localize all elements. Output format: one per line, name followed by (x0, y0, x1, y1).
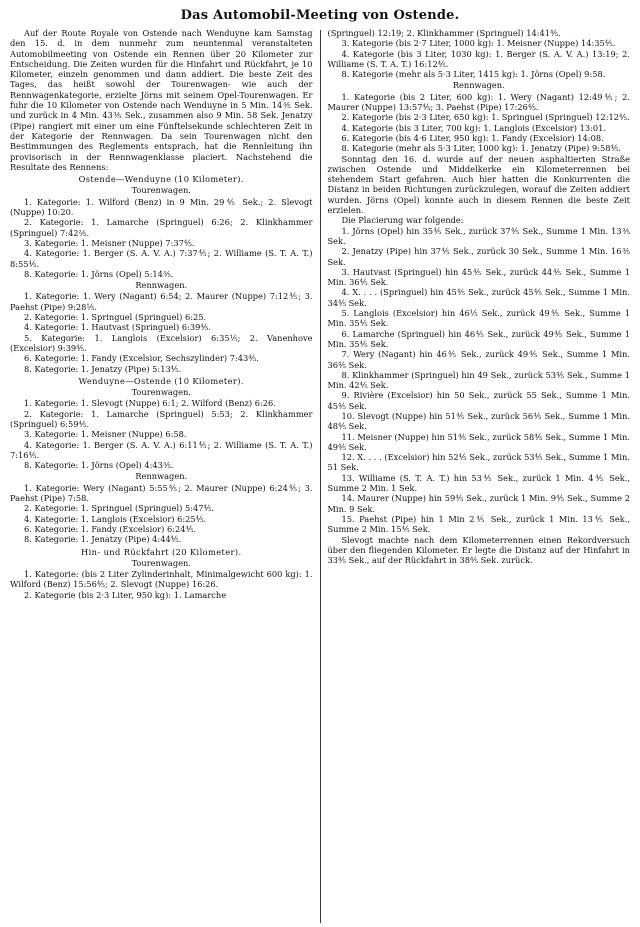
placing-line: 9. Rivière (Excelsior) hin 50 Sek., zurück 55 Sek., Summe 1 Min. 45⅘ Sek. (327, 390, 630, 411)
placing-line: 12. X. . . . (Excelsior) hin 52⅘ Sek., zurück 53⅘ Sek., Summe 1 Min. 51 Sek. (327, 452, 630, 473)
section1-renn-subheading: Rennwagen. (135, 280, 188, 291)
result-line: 3. Kategorie (bis 2·7 Liter, 1000 kg): 1. Meisner (Nuppe) 14:35⅘. (341, 38, 616, 49)
closing-paragraph: Slevogt machte nach dem Kilometerrennen einen Rekordversuch über den fliegenden Kilometer. Er legte die Distanz auf der Hinfahrt in 33⅘ Sek., auf der Rückfahrt in 38⅘ Sek. zurück. (327, 534, 630, 566)
placing-line: 14. Maurer (Nuppe) hin 59⅘ Sek., zurück 1 Min. 9⅘ Sek., Summe 2 Min. 9 Sek. (327, 493, 630, 514)
result-line: 8. Kategorie (mehr als 5·3 Liter, 1000 kg): 1. Jenatzy (Pipe) 9:58⅘. (341, 143, 622, 154)
result-line: 6. Kategorie: 1. Fandy (Excelsior, Sechszylinder) 7:43⅘. (24, 353, 259, 364)
result-line: 8. Kategorie: 1. Jörns (Opel) 5:14⅗. (24, 268, 174, 279)
placing-intro: Die Placierung war folgende: (341, 215, 464, 226)
section-hin-rueckfahrt-heading: Hin- und Rückfahrt (20 Kilometer). (81, 546, 242, 557)
result-line: 8. Kategorie: 1. Jörns (Opel) 4:43⅗. (24, 460, 174, 471)
result-line: 1. Kategorie: 1. Wery (Nagant) 6:54; 2. Maurer (Nuppe) 7:12⅘; 3. Paehst (Pipe) 9:28⅕. (10, 291, 313, 312)
result-line: 2. Kategorie: 1. Lamarche (Springuel) 6:26; 2. Klinkhammer (Springuel) 7:42⅖. (10, 217, 313, 238)
placing-line: 15. Paehst (Pipe) hin 1 Min 2⅘ Sek., zurück 1 Min. 13⅘ Sek., Summe 2 Min. 15⅘ Sek. (327, 513, 630, 535)
section3-touren-subheading: Tourenwagen. (131, 557, 191, 568)
result-line: 4. Kategorie: 1. Berger (S. A. V. A.) 7:37⅘; 2. Williame (S. T. A. T.) 8:55⅘. (10, 248, 313, 269)
intro-paragraph: Auf der Route Royale von Ostende nach Wenduyne kam Samstag den 15. d. in dem nunmehr zum neuntenmal veranstalteten Automobilmeeting von Ostende ein Rennen über 20 Kilometer zur Entscheidung. Die Zeiten wurden für die Hinfahrt und Rückfahrt, je 10 Kilometer, einzeln genommen und dann addiert. Die beste Zeit des Tages, das heißt sowohl der Tourenwagen- wie auch der Rennwagenkategorie, erzielte Jörns mit seinem Opel-Tourenwagen. Er fuhr die 10 Kilometer von Ostende nach Wenduyne in 5 Min. 14⅗ Sek. und zurück in 4 Min. 43⅗ Sek., zusammen also 9 Min. 58 Sek. Jenatzy (Pipe) rangiert mit einer um eine Fünftelsekunde schlechteren Zeit in der Kategorie der Rennwagen. Da sein Tourenwagen nicht den Bestimmungen des Reglements entsprach, hat die Rennleitung ihn provisorisch in der Rennwagenklasse placiert. Nachstehend die Resultate des Rennens: (10, 28, 313, 172)
placing-line: 3. Hautvast (Springuel) hin 45⅘ Sek., zurück 44⅘ Sek., Summe 1 Min. 36⅘ Sek. (327, 266, 630, 288)
section-ostende-wenduyne-heading: Ostende—Wenduyne (10 Kilometer). (78, 174, 244, 185)
placing-line: 1. Jörns (Opel) hin 35⅘ Sek., zurück 37⅘ Sek., Summe 1 Min. 13⅗ Sek. (327, 225, 630, 246)
left-column (10, 28, 320, 923)
result-line: 2. Kategorie: 1. Springuel (Springuel) 5:47⅘. (24, 503, 215, 514)
result-line: 8. Kategorie (mehr als 5·3 Liter, 1415 kg): 1. Jörns (Opel) 9:58. (341, 69, 606, 80)
article-columns (10, 28, 630, 923)
placing-line: 10. Slevogt (Nuppe) hin 51⅘ Sek., zurück 56⅘ Sek., Summe 1 Min. 48⅘ Sek. (327, 410, 630, 432)
placing-line: 5. Langlois (Excelsior) hin 46⅕ Sek., zurück 49⅘ Sek., Summe 1 Min. 35⅘ Sek. (327, 308, 630, 329)
section2-touren-subheading: Tourenwagen. (131, 387, 191, 398)
placing-line: 11. Meisner (Nuppe) hin 51⅘ Sek., zurück 58⅘ Sek., Summe 1 Min. 49⅘ Sek. (327, 431, 630, 452)
result-line: 2. Kategorie (bis 2·3 Liter, 950 kg): 1. Lamarche (24, 589, 227, 600)
result-line: 4. Kategorie (bis 3 Liter, 700 kg): 1. Langlois (Excelsior) 13:01. (341, 122, 606, 133)
placing-line: 8. Klinkhammer (Springuel) hin 49 Sek., zurück 53⅘ Sek., Summe 1 Min. 42⅘ Sek. (327, 369, 630, 391)
article-title: Das Automobil-Meeting von Ostende. (180, 8, 460, 23)
result-line: 3. Kategorie: 1. Meisner (Nuppe) 7:37⅘. (24, 237, 195, 248)
placing-line: 13. Williame (S. T. A. T.) hin 53⅘ Sek., zurück 1 Min. 4⅘ Sek., Summe 2 Min. 1 Sek. (327, 472, 630, 494)
result-line-continued: (Springuel) 12:19; 2. Klinkhammer (Springuel) 14:41⅘. (327, 28, 561, 38)
result-line: 1. Kategorie (bis 2 Liter, 600 kg): 1. Wery (Nagant) 12:49⅘; 2. Maurer (Nuppe) 13:57⅘; 3. Paehst (Pipe) 17:26⅘. (327, 91, 630, 113)
result-line: 3. Kategorie: 1. Meisner (Nuppe) 6:58. (24, 429, 187, 440)
result-line: 4. Kategorie: 1. Langlois (Excelsior) 6:25⅘. (24, 513, 207, 524)
result-line: 1. Kategorie: 1. Wilford (Benz) in 9 Min. 29⅘ Sek.; 2. Slevogt (Nuppe) 10:20. (10, 196, 313, 218)
result-line: 8. Kategorie: 1. Jenatzy (Pipe) 5:13⅘. (24, 363, 182, 374)
right-column (320, 28, 630, 923)
result-line: 4. Kategorie: 1. Hautvast (Springuel) 6:39⅘. (24, 322, 212, 333)
result-line: 2. Kategorie: 1. Springuel (Springuel) 6:25. (24, 312, 207, 323)
result-line: 2. Kategorie (bis 2·3 Liter, 650 kg): 1. Springuel (Springuel) 12:12⅘. (341, 112, 630, 123)
result-line: 1. Kategorie: 1. Slevogt (Nuppe) 6:1; 2. Wilford (Benz) 6:26. (24, 398, 276, 409)
result-line: 5. Kategorie: 1. Langlois (Excelsior) 6:35⅕; 2. Vanenhove (Excelsior) 9:39⅘. (10, 332, 313, 353)
sunday-race-paragraph: Sonntag den 16. d. wurde auf der neuen asphaltierten Straße zwischen Ostende und Middelkerke ein Kilometerrennen bei stehendem Start gefahren. Auch hier hatten die Konkurrenten die Distanz in beiden Richtungen zurückzulegen, worauf die Zeiten addiert wurden. Jörns (Opel) konnte auch in diesem Rennen die beste Zeit erzielen. (327, 153, 630, 216)
section-wenduyne-ostende-heading: Wenduyne—Ostende (10 Kilometer). (78, 375, 244, 386)
result-line: 6. Kategorie (bis 4·6 Liter, 950 kg): 1. Fandy (Excelsior) 14:08. (341, 132, 604, 143)
result-line: 1. Kategorie: Wery (Nagant) 5:55⅘; 2. Maurer (Nuppe) 6:24⅘; 3. Paehst (Pipe) 7:58. (10, 482, 313, 504)
section1-touren-subheading: Tourenwagen. (131, 185, 191, 196)
result-line: 4. Kategorie: 1. Berger (S. A. V. A.) 6:11⅘; 2. Williame (S. T. A. T.) 7:16⅘. (10, 439, 313, 460)
result-line: 2. Kategorie: 1. Lamarche (Springuel) 5:53; 2. Klinkhammer (Springuel) 6:59⅘. (10, 408, 313, 429)
section3-renn-subheading: Rennwagen. (452, 80, 505, 91)
result-line: 8. Kategorie: 1. Jenatzy (Pipe) 4:44⅘. (24, 534, 182, 545)
placing-line: 6. Lamarche (Springuel) hin 46⅘ Sek., zurück 49⅘ Sek., Summe 1 Min. 35⅘ Sek. (327, 328, 630, 349)
result-line: 4. Kategorie (bis 3 Liter, 1030 kg): 1. Berger (S. A. V. A.) 13:19; 2. Williame (S. T. A. T.) 16:12⅘. (327, 48, 630, 69)
result-line: 1. Kategorie: (bis 2 Liter Zylinderinhalt, Minimalgewicht 600 kg): 1. Wilford (Benz) 15:56⅘; 2. Slevogt (Nuppe) 16:26. (10, 569, 313, 590)
section2-renn-subheading: Rennwagen. (135, 471, 188, 482)
placing-line: 4. X. . . . (Springuel) hin 45⅘ Sek., zurück 45⅘ Sek., Summe 1 Min. 34⅘ Sek. (327, 287, 630, 308)
placing-line: 7. Wery (Nagant) hin 46⅘ Sek., zurück 49⅘ Sek., Summe 1 Min. 36⅘ Sek. (327, 349, 630, 370)
placing-line: 2. Jenatzy (Pipe) hin 37⅘ Sek., zurück 30 Sek., Summe 1 Min. 16⅗ Sek. (327, 246, 630, 267)
result-line: 6. Kategorie: 1. Fandy (Excelsior) 6:24⅘. (24, 523, 197, 534)
